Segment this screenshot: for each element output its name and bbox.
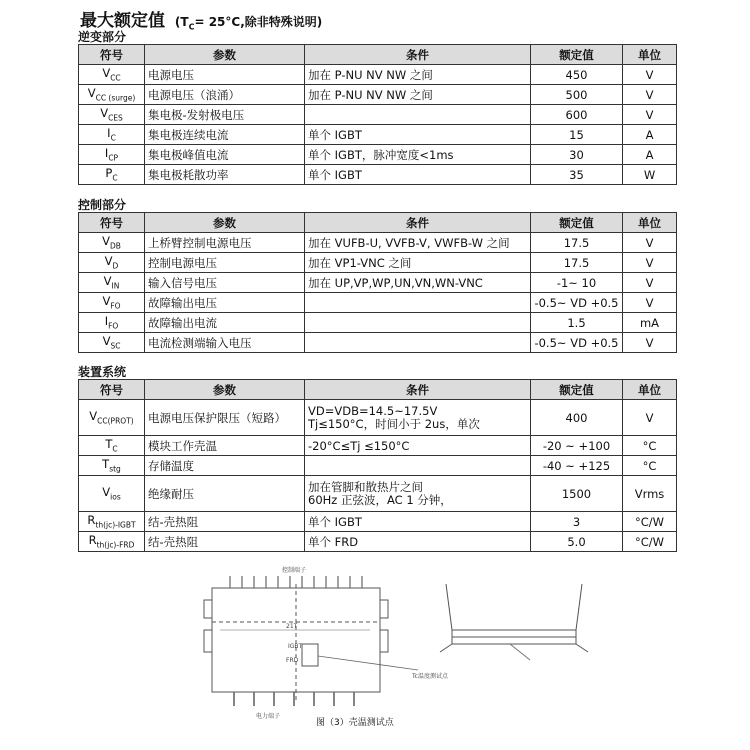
parameter-cell: 集电极连续电流 [145,125,305,145]
symbol-subscript: IN [111,281,120,291]
rating-value-cell: 400 [531,400,623,436]
symbol-cell [79,233,145,253]
table-header-row [79,380,677,400]
igbt-label: IGBT [288,643,303,650]
condition-line: 加在 P-NU NV NW 之间 [308,87,433,102]
symbol-cell [79,512,145,532]
power-terminal-label: 电力端子 [256,713,281,720]
side-test-point-mark [510,644,530,660]
parameter-cell: 故障输出电压 [145,293,305,313]
condition-line: 单个 IGBT [308,514,362,529]
title-condition-rest: = 25°C,除非特殊说明) [194,15,323,29]
parameter-cell: 电流检测端输入电压 [145,333,305,353]
module-tab-left-top [204,600,212,618]
symbol-cell [79,293,145,313]
rating-value-cell: 17.5 [531,233,623,253]
table-row [79,145,677,165]
condition-cell [305,333,531,353]
symbol-subscript: FO [108,321,119,331]
condition-line-2: 60Hz 正弦波，AC 1 分钟， [308,492,452,507]
parameter-cell: 控制电源电压 [145,253,305,273]
symbol-cell [79,456,145,476]
condition-cell [305,436,531,456]
condition-cell [305,273,531,293]
figure-caption: 图（3）壳温测试点 [316,718,394,728]
table-row [79,85,677,105]
column-header: 单位 [623,45,677,65]
table-row [79,400,677,436]
parameter-cell: 故障输出电流 [145,313,305,333]
symbol-cell [79,436,145,456]
symbol-subscript: FO [110,301,121,311]
symbol-letter: R [88,533,97,548]
unit-cell: W [623,165,677,185]
unit-cell: V [623,400,677,436]
condition-line: VD=VDB=14.5~17.5V [308,403,438,418]
table-row [79,233,677,253]
symbol-letter: V [89,409,98,424]
parameter-cell: 集电极峰值电流 [145,145,305,165]
symbol-letter: R [87,513,96,528]
symbol-letter: P [105,166,113,181]
column-header: 符号 [79,45,145,65]
symbol-letter: V [102,234,110,249]
parameter-cell: 模块工作壳温 [145,436,305,456]
condition-line: 加在 VP1-VNC 之间 [308,255,412,270]
table-row [79,253,677,273]
symbol-letter: T [102,457,110,472]
control-terminal-label: 控制端子 [282,567,307,574]
unit-cell: V [623,253,677,273]
symbol-subscript: CES [108,113,123,123]
column-header: 符号 [79,380,145,400]
symbol-cell [79,165,145,185]
condition-line: -20°C≤Tj ≤150°C [308,438,410,453]
condition-line: 单个 IGBT，脉冲宽度<1ms [308,147,454,162]
parameter-cell: 结-壳热阻 [145,512,305,532]
table-row [79,293,677,313]
rating-value-cell: 17.5 [531,253,623,273]
condition-cell [305,400,531,436]
table-row [79,532,677,552]
condition-line: 加在 UP,VP,WP,UN,VN,WN-VNC [308,275,483,290]
column-header: 参数 [145,45,305,65]
condition-line-2: Tj≤150°C，时间小于 2us，单次 [308,416,480,431]
symbol-subscript: stg [109,464,121,474]
parameter-cell: 电源电压保护限压（短路） [145,400,305,436]
symbol-subscript: th(jc)-FRD [96,540,135,550]
module-tab-right-bottom [380,630,388,652]
symbol-subscript: C [110,133,116,143]
unit-cell: V [623,233,677,253]
rating-value-cell: 500 [531,85,623,105]
symbol-subscript: DB [109,241,121,251]
table-header-row [79,213,677,233]
condition-line: 加在 P-NU NV NW 之间 [308,67,433,82]
condition-cell [305,233,531,253]
symbol-letter: V [102,485,111,500]
unit-cell: V [623,105,677,125]
parameter-cell: 输入信号电压 [145,273,305,293]
rating-value-cell: -40 ~ +125 [531,456,623,476]
module-outline [204,584,388,700]
symbol-letter: T [105,437,113,452]
symbol-letter: V [87,86,96,101]
unit-cell: V [623,293,677,313]
symbol-subscript: CP [108,153,119,163]
symbol-letter: V [102,294,111,309]
unit-cell: V [623,273,677,293]
power-pins [234,692,354,706]
symbol-subscript: CC [110,73,121,83]
symbol-letter: V [104,254,113,269]
module-side-view [440,584,588,660]
symbol-cell [79,532,145,552]
symbol-letter: V [103,274,112,289]
column-header: 额定值 [531,380,623,400]
side-pin-right [576,584,582,630]
condition-cell [305,456,531,476]
table-row [79,456,677,476]
condition-cell [305,145,531,165]
symbol-subscript: C [112,173,118,183]
side-pin-left [446,584,452,630]
symbol-letter: V [102,334,111,349]
table-row [79,105,677,125]
section-title: 控制部分 [78,198,127,212]
side-foot-right [576,644,588,652]
symbol-cell [79,400,145,436]
parameter-cell: 存储温度 [145,456,305,476]
symbol-subscript: th(jc)-IGBT [95,520,136,530]
column-header: 条件 [305,380,531,400]
parameter-cell: 集电极耗散功率 [145,165,305,185]
unit-cell: V [623,333,677,353]
column-header: 参数 [145,380,305,400]
column-header: 参数 [145,213,305,233]
unit-cell: Vrms [623,476,677,512]
symbol-letter: I [104,146,109,161]
column-header: 条件 [305,213,531,233]
unit-cell: °C/W [623,512,677,532]
parameter-cell: 绝缘耐压 [145,476,305,512]
rating-value-cell: 1500 [531,476,623,512]
section-title: 装置系统 [78,365,127,379]
rating-value-cell: 1.5 [531,313,623,333]
module-tab-right-top [380,600,388,618]
symbol-subscript: C [112,444,118,454]
unit-cell: V [623,85,677,105]
symbol-cell [79,476,145,512]
symbol-cell [79,273,145,293]
unit-cell: mA [623,313,677,333]
symbol-subscript: CC(PROT) [97,416,134,426]
igbt-chip [302,644,318,666]
condition-line: 单个 FRD [308,534,359,549]
column-header: 额定值 [531,45,623,65]
symbol-subscript: SC [110,341,121,351]
symbol-cell [79,65,145,85]
condition-line: 单个 IGBT [308,167,362,182]
table-row [79,476,677,512]
symbol-cell [79,145,145,165]
column-header: 符号 [79,213,145,233]
column-header: 条件 [305,45,531,65]
table-row [79,165,677,185]
unit-cell: A [623,125,677,145]
condition-cell [305,313,531,333]
symbol-subscript: ios [110,492,121,502]
symbol-cell [79,313,145,333]
table-row [79,65,677,85]
ratings-table [78,212,677,353]
condition-cell [305,512,531,532]
rating-value-cell: 35 [531,165,623,185]
rating-value-cell: -0.5~ VD +0.5 [531,333,623,353]
unit-cell: A [623,145,677,165]
condition-cell [305,476,531,512]
column-header: 单位 [623,213,677,233]
condition-cell [305,105,531,125]
rating-value-cell: 600 [531,105,623,125]
condition-cell [305,293,531,313]
unit-cell: °C [623,436,677,456]
condition-cell [305,125,531,145]
table-row [79,512,677,532]
ratings-table [78,379,677,552]
dimension-label: 21T [286,623,298,630]
table-header-row [79,45,677,65]
rating-value-cell: -1~ 10 [531,273,623,293]
parameter-cell: 集电极-发射极电压 [145,105,305,125]
condition-cell [305,85,531,105]
rating-value-cell: 450 [531,65,623,85]
test-point-label: Tc温度测试点 [412,673,448,680]
symbol-cell [79,85,145,105]
parameter-cell: 电源电压（浪涌） [145,85,305,105]
parameter-cell: 上桥臂控制电源电压 [145,233,305,253]
title-condition [174,15,323,32]
case-temperature-figure [190,560,610,740]
parameter-cell: 结-壳热阻 [145,532,305,552]
condition-line: 单个 IGBT [308,127,362,142]
ratings-table [78,44,677,185]
test-point-leader [318,656,418,670]
symbol-letter: V [100,106,109,121]
symbol-cell [79,105,145,125]
column-header: 额定值 [531,213,623,233]
symbol-letter: I [104,314,109,329]
table-row [79,313,677,333]
rating-value-cell: 3 [531,512,623,532]
parameter-cell: 电源电压 [145,65,305,85]
rating-value-cell: -20 ~ +100 [531,436,623,456]
module-tab-left-bottom [204,630,212,652]
table-row [79,436,677,456]
table-row [79,125,677,145]
frd-label: FRD [286,657,299,664]
symbol-cell [79,333,145,353]
rating-value-cell: -0.5~ VD +0.5 [531,293,623,313]
condition-cell [305,65,531,85]
symbol-letter: V [102,66,111,81]
rating-value-cell: 30 [531,145,623,165]
title-main: 最大额定值 [80,11,165,31]
section-title: 逆变部分 [78,30,127,44]
condition-cell [305,165,531,185]
condition-line: 加在管脚和散热片之间 [308,479,423,494]
condition-cell [305,532,531,552]
symbol-cell [79,253,145,273]
condition-line: 加在 VUFB-U, VVFB-V, VWFB-W 之间 [308,235,510,250]
unit-cell: V [623,65,677,85]
column-header: 单位 [623,380,677,400]
symbol-subscript: CC (surge) [95,93,136,103]
condition-cell [305,253,531,273]
rating-value-cell: 15 [531,125,623,145]
table-row [79,333,677,353]
unit-cell: °C/W [623,532,677,552]
side-foot-left [440,644,452,652]
symbol-cell [79,125,145,145]
title-condition-sub: C [188,22,195,32]
symbol-letter: I [107,126,111,141]
symbol-subscript: D [112,261,119,271]
table-row [79,273,677,293]
rating-value-cell: 5.0 [531,532,623,552]
unit-cell: °C [623,456,677,476]
title-condition-t: (T [174,15,189,29]
